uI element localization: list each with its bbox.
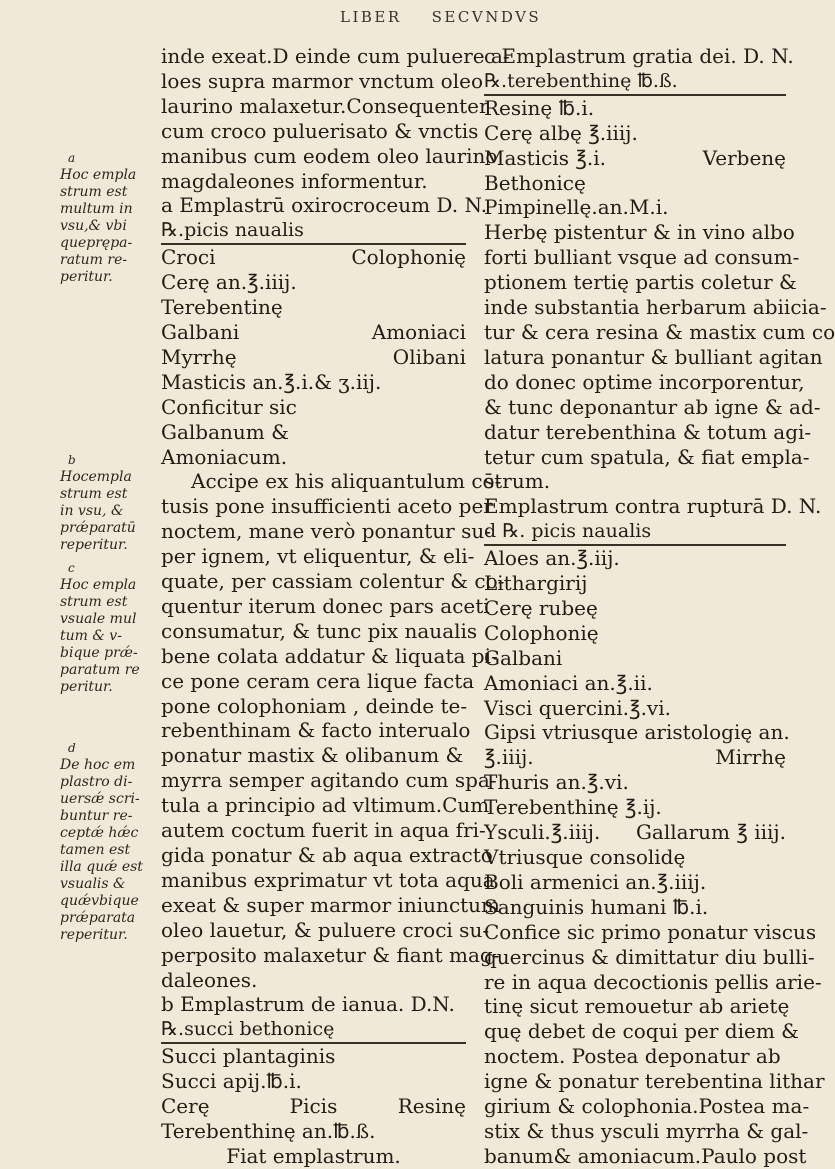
text-line: consumatur, & tunc pix naualis xyxy=(161,618,478,643)
text-line: Boli armenici an.℥.iiij. xyxy=(484,869,707,894)
text-line: Amoniaci an.℥.ii. xyxy=(484,670,653,695)
text-line: Lithargirij xyxy=(484,571,588,596)
text-cell: Verbenę xyxy=(702,145,786,170)
text-line: ponatur mastix & olibanum & xyxy=(161,743,464,768)
margin-note-line: Hoc empla xyxy=(60,167,137,183)
text-line: gida ponatur & ab aqua extracto xyxy=(161,843,493,867)
recipe-ingredient-line: d ℞. picis naualis xyxy=(484,519,786,546)
text-line: Sanguinis humani ℔.i. xyxy=(484,894,709,919)
margin-note-line: vsuale mul xyxy=(60,611,137,627)
margin-note-line: in vsu, & xyxy=(60,503,124,519)
text-line: perposito malaxetur & fiant mag- xyxy=(161,942,500,967)
text-line: exeat & super marmor iniunctum xyxy=(161,892,501,917)
text-line: Pimpinellę.an.M.i. xyxy=(484,195,669,220)
text-cell: Galbani xyxy=(161,319,240,344)
text-line: tula a principio ad vltimum.Cum xyxy=(161,793,490,818)
margin-note-line: bique prǽ- xyxy=(60,645,138,661)
margin-note-line: buntur re- xyxy=(60,808,133,824)
text-line: oleo lauetur, & puluere croci su- xyxy=(161,917,490,942)
text-line: rebenthinam & facto interualo xyxy=(161,718,471,743)
margin-note-letter: c xyxy=(68,561,75,575)
text-cell: Colophonię xyxy=(351,245,466,270)
margin-note-line: queprępa- xyxy=(60,235,133,251)
text-line: loes supra marmor vnctum oleo xyxy=(161,68,483,93)
margin-note-line: vsualis & xyxy=(60,876,126,892)
text-line: magdaleones informentur. xyxy=(161,168,428,193)
text-cell: Picis xyxy=(289,1094,338,1119)
text-line: latura ponantur & bulliant agitan xyxy=(484,344,823,369)
recipe-title: c Emplastrum gratia dei. D. N. xyxy=(484,44,794,68)
margin-note-d xyxy=(60,740,160,944)
recipe-title: Emplastrum contra rupturā D. N. xyxy=(484,494,822,519)
text-line xyxy=(161,1094,466,1119)
text-line: manibus cum eodem oleo laurino xyxy=(161,143,498,168)
margin-note-line: strum est xyxy=(60,594,128,610)
recipe-ingredient-line: ℞.picis naualis xyxy=(161,218,466,245)
text-line: Succi plantaginis xyxy=(161,1044,336,1069)
text-line: noctem. Postea deponatur ab xyxy=(484,1044,781,1069)
margin-note-line: reperitur. xyxy=(60,537,128,553)
text-line: Amoniacum. xyxy=(161,444,288,469)
text-line xyxy=(484,820,786,845)
text-line: bene colata addatur & liquata pi- xyxy=(161,643,498,668)
text-line: re in aqua decoctionis pellis arie- xyxy=(484,969,822,994)
margin-note-line: quǽvbique xyxy=(60,893,139,909)
text-line: quę debet de coqui per diem & xyxy=(484,1019,799,1044)
text-line: strum. xyxy=(484,469,551,494)
text-line: laurino malaxetur.Consequenter xyxy=(161,93,489,118)
text-line: Masticis an.℥.i.& ʒ.iij. xyxy=(161,369,382,394)
text-line: Cerę albę ℥.iiij. xyxy=(484,120,638,145)
text-line xyxy=(484,745,786,770)
margin-note-line: Hoc empla xyxy=(60,577,137,593)
margin-note-line: strum est xyxy=(60,184,128,200)
text-line: manibus exprimatur vt tota aqua xyxy=(161,867,495,892)
text-line: cum croco puluerisato & vnctis xyxy=(161,118,479,143)
text-line: Thuris an.℥.vi. xyxy=(484,770,629,795)
left-text-column xyxy=(161,44,510,1169)
text-line: daleones. xyxy=(161,967,258,992)
margin-note-line: vsu,& vbi xyxy=(60,218,127,234)
text-line: Confice sic primo ponatur viscus xyxy=(484,919,817,944)
margin-note-letter: d xyxy=(68,741,76,755)
margin-note-line: peritur. xyxy=(60,269,113,285)
text-cell: Resinę xyxy=(397,1094,466,1119)
text-line xyxy=(161,320,466,345)
recipe-title: a Emplastrū oxirocroceum D. N. xyxy=(161,193,488,218)
text-cell: Ysculi.℥.iiij. xyxy=(484,820,601,845)
text-line: Bethonicę xyxy=(484,170,586,195)
text-line: Terebenthinę an.℔.ß. xyxy=(161,1118,376,1143)
running-head-left: LIBER xyxy=(340,8,402,26)
recipe-ingredient-line: ℞.terebenthinę ℔.ß. xyxy=(484,69,786,96)
text-line: tetur cum spatula, & fiat empla- xyxy=(484,444,810,469)
text-cell: Olibani xyxy=(392,344,466,369)
margin-note-line: multum in xyxy=(60,201,133,217)
text-cell: Croci xyxy=(161,245,216,270)
text-cell: Cerę xyxy=(161,1094,210,1119)
text-line: pone colophoniam , deinde te- xyxy=(161,693,468,718)
text-line: Conficitur sic xyxy=(161,394,297,419)
margin-note-line: prǽparatū xyxy=(60,520,136,536)
text-line: girium & colophonia.Postea ma- xyxy=(484,1094,810,1119)
text-cell: ℥.iiij. xyxy=(484,745,534,770)
text-line: igne & ponatur terebentina lithar xyxy=(484,1069,825,1094)
text-line: forti bulliant vsque ad consum- xyxy=(484,245,800,270)
text-line xyxy=(161,345,466,370)
text-line xyxy=(484,146,786,171)
text-line: Succi apij.℔.i. xyxy=(161,1069,302,1094)
margin-note-line: reperitur. xyxy=(60,927,128,943)
text-line: ptionem tertię partis coletur & xyxy=(484,270,797,295)
text-line: Galbanum & xyxy=(161,419,289,444)
text-line: noctem, mane verò ponantur su- xyxy=(161,519,491,544)
text-line: Cerę an.℥.iiij. xyxy=(161,270,297,295)
margin-note-line: strum est xyxy=(60,486,128,502)
text-line: tur & cera resina & mastix cum co xyxy=(484,319,835,344)
text-line: per ignem, vt eliquentur, & eli- xyxy=(161,544,475,569)
text-line: Terebentinę xyxy=(161,295,283,320)
text-line: Terebenthinę ℥.ij. xyxy=(484,795,662,820)
text-line: inde exeat.D einde cum puluere a- xyxy=(161,44,510,68)
text-line: do donec optime incorporentur, xyxy=(484,369,805,394)
margin-note-line: illa quǽ est xyxy=(60,859,143,875)
text-cell: Myrrhę xyxy=(161,344,237,369)
text-cell: Amoniaci xyxy=(371,319,466,344)
text-line: tinę sicut remouetur ab arietę xyxy=(484,994,790,1019)
text-line: quentur iterum donec pars aceti xyxy=(161,593,490,618)
text-line: banum& amoniacum.Paulo post xyxy=(484,1143,807,1168)
text-line: datur terebenthina & totum agi- xyxy=(484,419,812,444)
margin-note-b xyxy=(60,452,160,554)
text-cell: Mirrhę xyxy=(715,745,786,770)
text-line: tusis pone insufficienti aceto per xyxy=(161,494,493,519)
margin-note-letter: a xyxy=(68,151,76,165)
text-line: Vtriusque consolidę xyxy=(484,845,686,869)
margin-note-line: tamen est xyxy=(60,842,131,858)
margin-note-line: prǽparata xyxy=(60,910,136,926)
margin-note-line: ceptǽ hǽc xyxy=(60,825,139,841)
margin-note-line: De hoc em xyxy=(60,757,136,773)
text-line: inde substantia herbarum abiicia- xyxy=(484,295,827,320)
running-head-right: SECVNDVS xyxy=(431,8,542,26)
margin-note-line: plastro di- xyxy=(60,774,133,790)
text-line: quercinus & dimittatur diu bulli- xyxy=(484,944,815,969)
text-line: Resinę ℔.i. xyxy=(484,95,595,120)
text-line xyxy=(161,245,466,270)
margin-note-line: uersǽ scri- xyxy=(60,791,140,807)
running-head xyxy=(340,8,800,26)
text-cell: Masticis ℥.i. xyxy=(484,145,606,170)
recipe-title: b Emplastrum de ianua. D.N. xyxy=(161,992,455,1017)
text-line: ce pone ceram cera lique facta xyxy=(161,668,475,693)
margin-note-line: peritur. xyxy=(60,679,113,695)
margin-note-line: tum & v- xyxy=(60,628,122,644)
margin-note-letter: b xyxy=(68,453,76,467)
text-line: Cerę rubeę xyxy=(484,595,598,620)
text-line: Herbę pistentur & in vino albo xyxy=(484,220,795,245)
margin-note-line: paratum re xyxy=(60,662,140,678)
text-cell: Gallarum ℥ iiij. xyxy=(635,820,786,845)
text-line: Colophonię xyxy=(484,620,599,645)
text-line: quate, per cassiam colentur & co- xyxy=(161,569,505,594)
margin-note-a xyxy=(60,150,160,286)
text-line: stix & thus ysculi myrrha & gal- xyxy=(484,1118,809,1143)
text-line: Accipe ex his aliquantulum cō- xyxy=(191,469,502,494)
text-line: autem coctum fuerit in aqua fri- xyxy=(161,818,486,843)
text-line: & tunc deponantur ab igne & ad- xyxy=(484,394,821,419)
text-line: Visci quercini.℥.vi. xyxy=(484,695,671,720)
recipe-ingredient-line: ℞.succi bethonicę xyxy=(161,1017,466,1044)
right-text-column xyxy=(484,44,835,1169)
margin-note-line: Hocempla xyxy=(60,469,132,485)
text-line: Galbani xyxy=(484,645,563,670)
text-line: Aloes an.℥.iij. xyxy=(484,546,620,571)
text-line: Fiat emplastrum. xyxy=(226,1143,401,1168)
margin-note-line: ratum re- xyxy=(60,252,128,268)
text-line: Gipsi vtriusque aristologię an. xyxy=(484,720,790,745)
text-line: myrra semper agitando cum spa- xyxy=(161,768,497,793)
margin-note-c xyxy=(60,560,160,696)
